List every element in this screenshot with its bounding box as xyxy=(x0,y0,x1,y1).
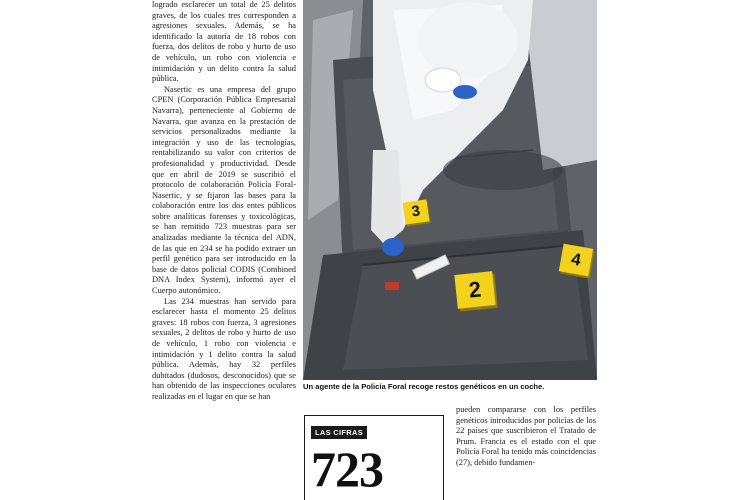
article-column-right xyxy=(456,405,596,500)
crime-scene-photo xyxy=(303,0,597,380)
photo-caption: Un agente de la Policía Foral recoge restos genéticos en un coche. xyxy=(303,382,545,391)
article-paragraph: Las 234 muestras han servido para esclarecer hasta el momento 25 delitos graves: 18 robos con fuerza, 3 agresiones sexuales, 2 delitos de robo y hurto de uso de vehículo, 1 robo con violencia e intimidación y 1 delito contra la salud pública. Además, hay 32 perfiles dubitados (dudosos, desconocidos) que se han obtenido de las inspecciones oculares realizadas en el lugar en que se han xyxy=(152,296,296,401)
cifras-tag: LAS CIFRAS xyxy=(311,426,367,439)
article-column-left xyxy=(152,0,296,500)
evidence-marker: 3 xyxy=(403,199,430,224)
photo-illustration xyxy=(303,0,597,380)
cifras-box xyxy=(304,415,444,500)
article-paragraph: pueden compararse con los perfiles genéticos introducidos por policías de los 22 países que suscribieron el Tratado de Prum. Francia es el estado con el que Policía Foral ha tenido más coincidencias (27), debido fundamen- xyxy=(456,405,596,467)
article-paragraph: Nasertic es una empresa del grupo CPEN (Corporación Pública Empresarial Navarra), perteneciente al Gobierno de Navarra, que avanza en la prestación de servicios personalizados mediante la integración y uso de las tecnologías, rentabilizando su valor con criterios de profesionalidad y productividad. Desde que en abril de 2019 se suscribió el protocolo de colaboración Policía Foral-Nasertic, y se fijaron las bases para la colaboración entre los dos entes públicos sobre analíticas forenses y toxicológicas, se han remitido 723 muestras para ser analizadas mediante la técnica del ADN, de las que en 234 se ha podido extraer un perfil genético para ser introducido en la base de datos policial CODIS (Combined DNA Index System), informó ayer el Cuerpo autonómico. xyxy=(152,84,296,296)
evidence-marker: 4 xyxy=(559,244,593,277)
evidence-marker: 2 xyxy=(454,271,495,309)
cifras-number: 723 xyxy=(311,441,383,497)
article-paragraph: logrado esclarecer un total de 25 delitos graves, de los cuales tres corresponden a agresiones sexuales. Además, se ha identificado la autoría de 18 robos con fuerza, dos delitos de robo y hurto de uso de vehículo, un robo con violencia e intimidación y un delito contra la salud pública. xyxy=(152,0,296,84)
